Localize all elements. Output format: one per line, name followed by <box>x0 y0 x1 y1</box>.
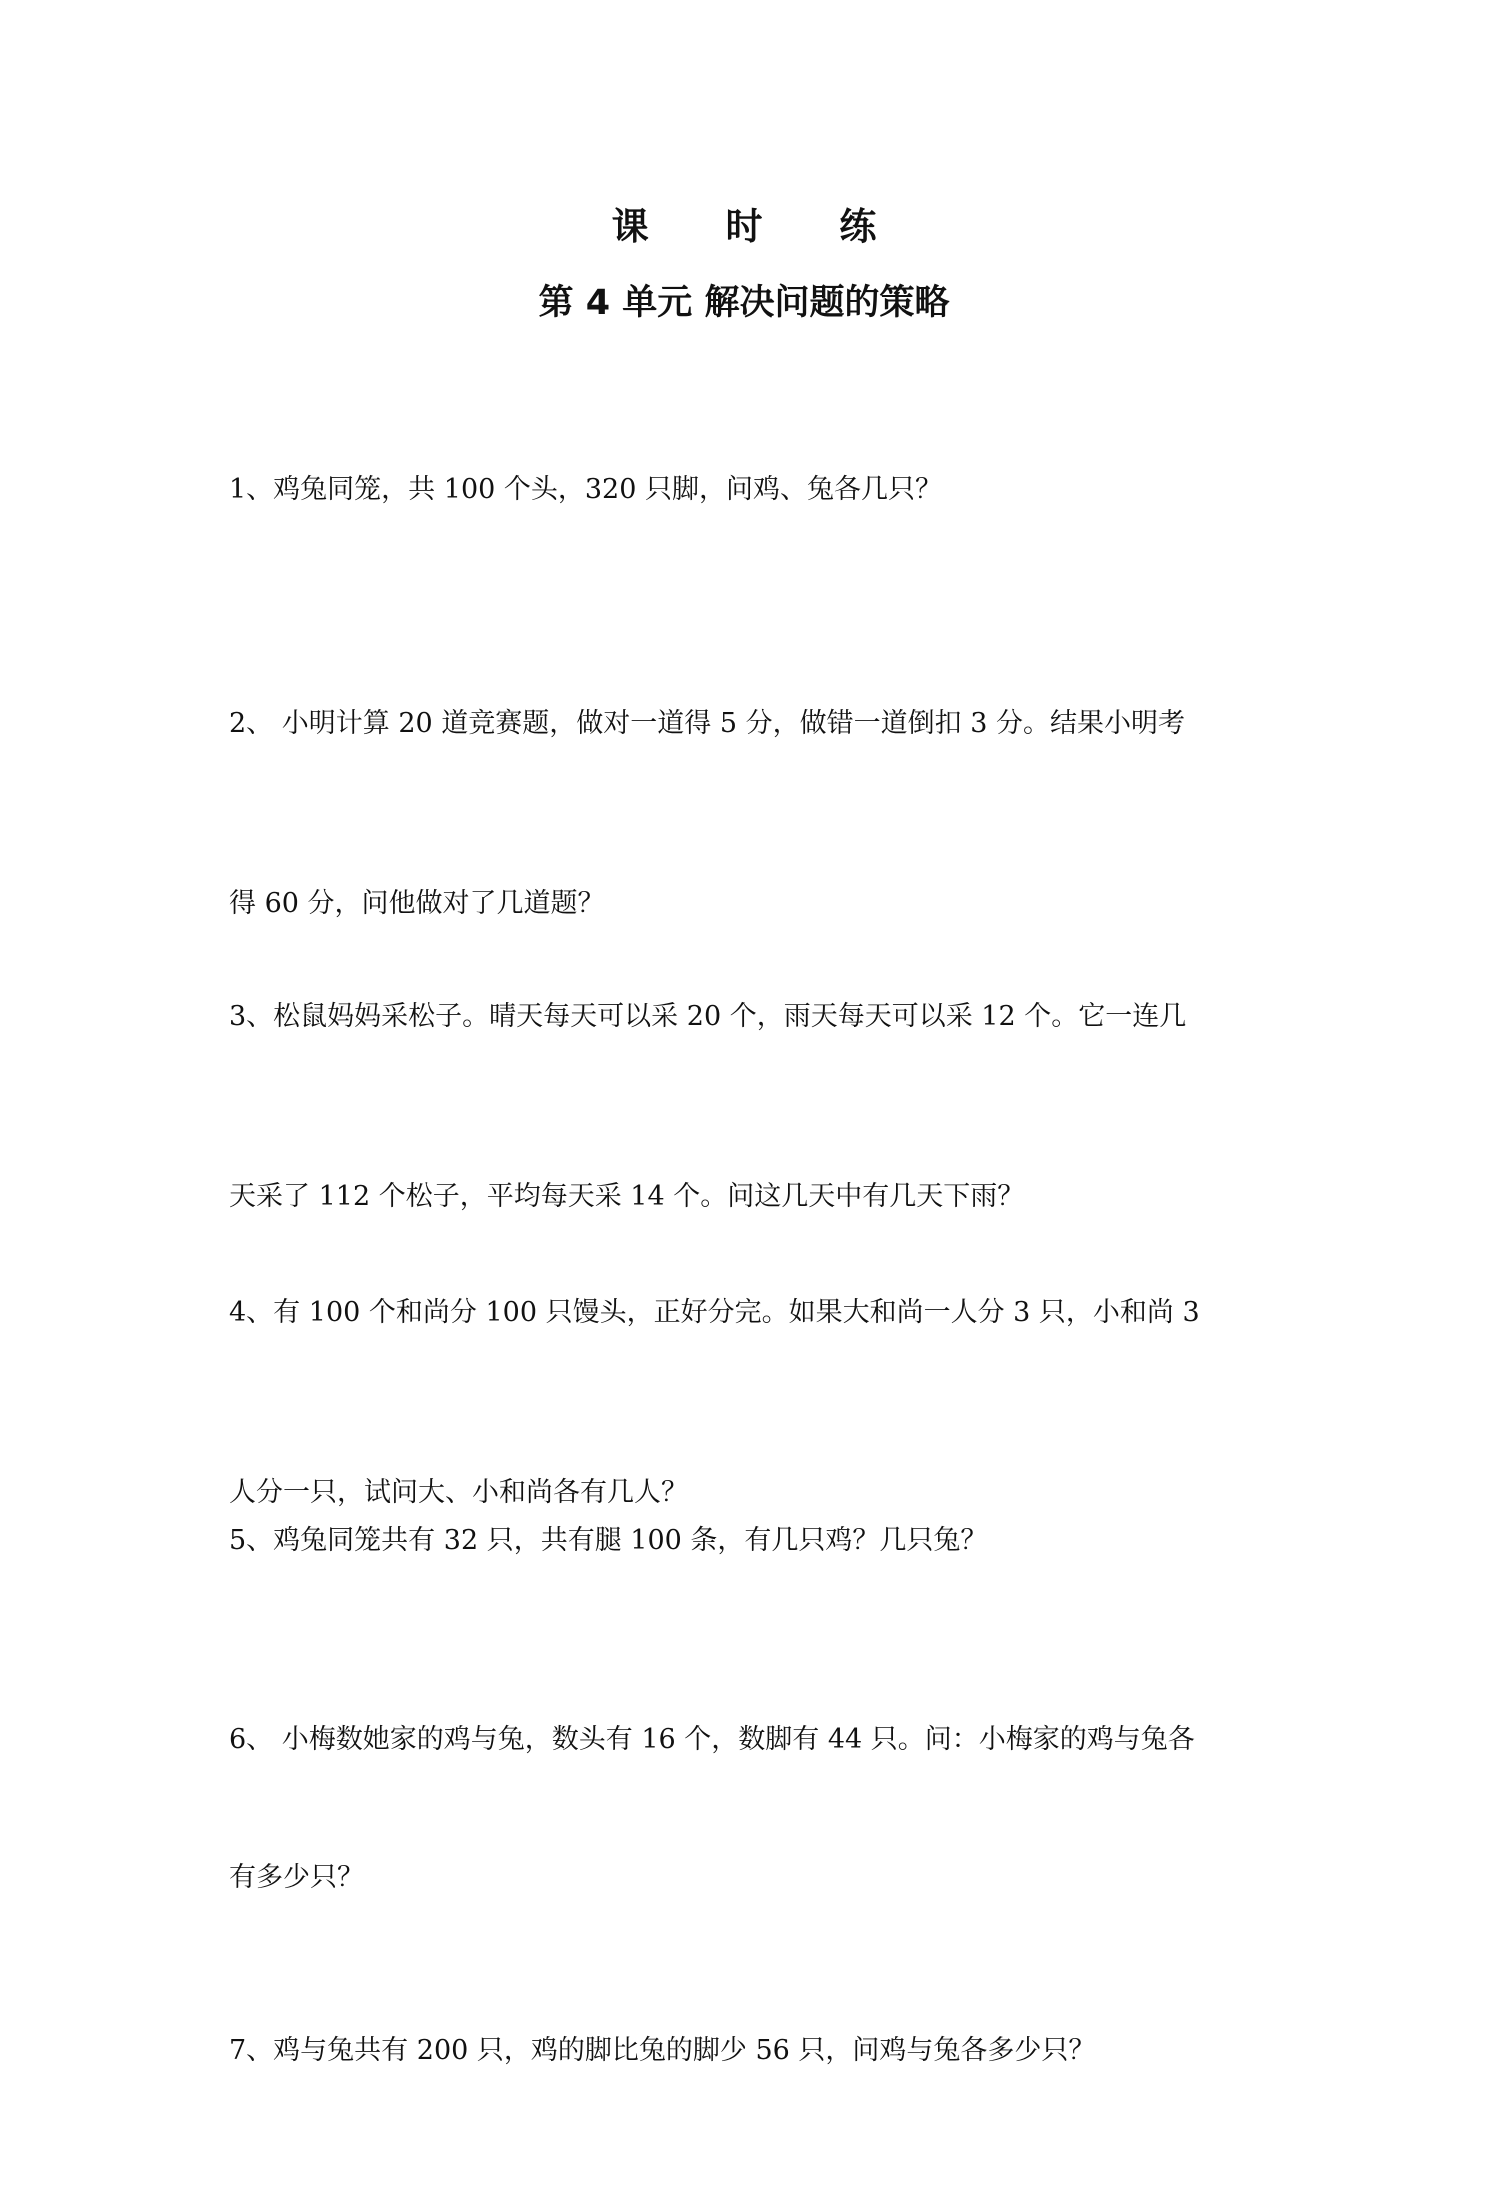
question-4-line-1: 4、有 100 个和尚分 100 只馒头，正好分完。如果大和尚一人分 3 只，小和尚 3 <box>229 1297 1200 1328</box>
question-1-line-1: 1、鸡兔同笼，共 100 个头，320 只脚，问鸡、兔各几只？ <box>229 474 942 505</box>
question-6-line-1: 6、 小梅数她家的鸡与兔，数头有 16 个，数脚有 44 只。问：小梅家的鸡与兔各 <box>229 1724 1195 1755</box>
question-3-line-1: 3、松鼠妈妈采松子。晴天每天可以采 20 个，雨天每天可以采 12 个。它一连几 <box>229 1001 1187 1032</box>
question-5-line-1: 5、鸡兔同笼共有 32 只，共有腿 100 条，有几只鸡？几只兔？ <box>229 1525 988 1556</box>
question-3-line-2: 天采了 112 个松子，平均每天采 14 个。问这几天中有几天下雨？ <box>229 1181 1025 1212</box>
unit-subtitle: 第 4 单元 解决问题的策略 <box>538 283 950 323</box>
page-title: 课 时 练 <box>611 205 909 248</box>
question-2-line-1: 2、 小明计算 20 道竞赛题，做对一道得 5 分，做错一道倒扣 3 分。结果小明考 <box>229 708 1185 739</box>
question-6-line-2: 有多少只？ <box>229 1862 364 1893</box>
question-4-line-2: 人分一只，试问大、小和尚各有几人？ <box>229 1477 688 1508</box>
question-2-line-2: 得 60 分，问他做对了几道题？ <box>229 888 605 919</box>
question-7-line-1: 7、鸡与兔共有 200 只，鸡的脚比兔的脚少 56 只，问鸡与兔各多少只？ <box>229 2035 1096 2066</box>
question-7 <box>229 1901 1269 2201</box>
